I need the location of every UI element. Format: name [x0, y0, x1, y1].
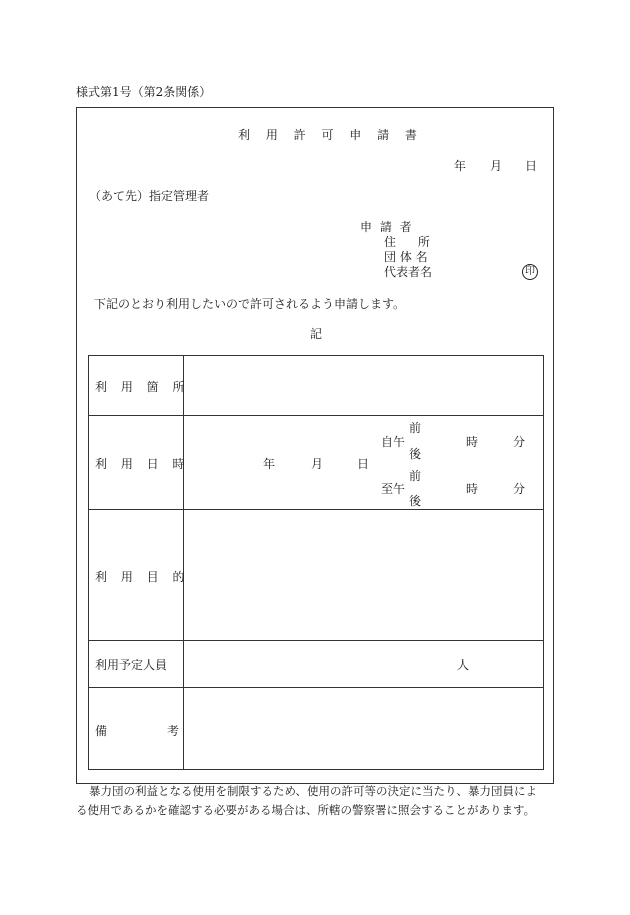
detail-table	[88, 355, 544, 770]
date-year-field: 年	[263, 457, 276, 471]
datetime-label: 利 用 日 時	[95, 457, 190, 471]
place-label: 利 用 箇 所	[95, 380, 190, 394]
date-day-field: 日	[357, 457, 370, 471]
seal-icon: 印	[522, 264, 538, 280]
from-minute-label: 分	[513, 435, 526, 449]
from-label: 自午	[381, 435, 406, 449]
date-day: 日	[525, 159, 538, 173]
to-label: 至午	[381, 482, 406, 496]
to-pm-label: 後	[409, 494, 422, 508]
date-month: 月	[490, 159, 503, 173]
applicant-address-label: 住 所	[384, 235, 432, 249]
date-year: 年	[454, 159, 467, 173]
from-pm-label: 後	[409, 447, 422, 461]
remarks-label-left: 備	[95, 724, 108, 738]
seal-mark	[522, 263, 538, 280]
footnote-line-1: 暴力団の利益となる使用を制限するため、使用の許可等の決定に当たり、暴力団員によ	[89, 784, 538, 798]
people-unit: 人	[457, 658, 470, 672]
applicant-representative-label: 代表者名	[384, 265, 433, 279]
applicant-heading: 申 請 者	[360, 220, 414, 234]
ki-label: 記	[310, 327, 323, 341]
to-am-label: 前	[409, 469, 422, 483]
form-number: 様式第1号（第2条関係）	[76, 85, 212, 99]
remarks-label-right: 考	[167, 724, 180, 738]
people-label: 利用予定人員	[95, 658, 168, 672]
intro-text: 下記のとおり利用したいので許可されるよう申請します。	[94, 297, 406, 311]
addressee: （あて先）指定管理者	[89, 189, 210, 203]
table-row-divider	[89, 640, 543, 641]
footnote-line-2: る使用であるかを確認する必要がある場合は、所轄の警察署に照会することがあります。	[76, 803, 536, 817]
place-field[interactable]	[184, 356, 543, 415]
to-hour-label: 時	[466, 482, 479, 496]
from-am-label: 前	[409, 421, 422, 435]
date-month-field: 月	[311, 457, 324, 471]
to-minute-label: 分	[513, 482, 526, 496]
remarks-field[interactable]	[184, 688, 543, 769]
form-title: 利 用 許 可 申 請 書	[238, 128, 423, 142]
from-hour-label: 時	[466, 435, 479, 449]
purpose-field[interactable]	[184, 510, 543, 640]
purpose-label: 利 用 目 的	[95, 570, 190, 584]
table-row-divider	[89, 415, 543, 416]
applicant-group-label: 団 体 名	[384, 250, 428, 264]
